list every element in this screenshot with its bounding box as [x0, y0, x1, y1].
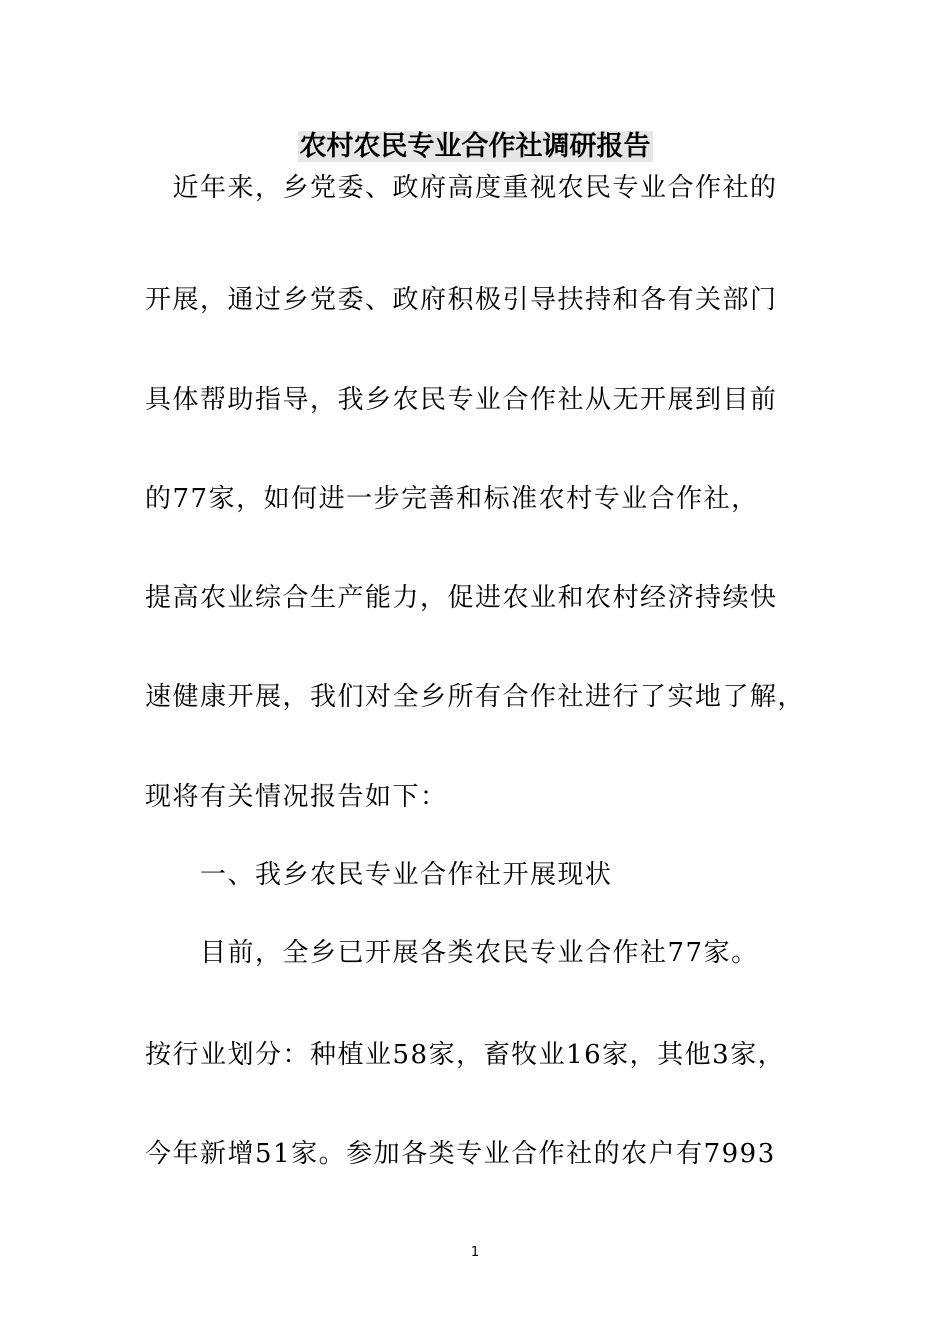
section-heading: 一、我乡农民专业合作社开展现状: [145, 860, 613, 890]
document-title-text: 农村农民专业合作社调研报告: [299, 131, 651, 162]
paragraph-line-1: 近年来，乡党委、政府高度重视农民专业合作社的: [145, 173, 778, 203]
paragraph-line-10: 按行业划分：种植业58家，畜牧业16家，其他3家，: [145, 1040, 786, 1070]
page-number: 1: [470, 1245, 480, 1260]
paragraph-line-5: 提高农业综合生产能力，促进农业和农村经济持续快: [145, 583, 778, 613]
paragraph-line-3: 具体帮助指导，我乡农民专业合作社从无开展到目前: [145, 385, 778, 415]
paragraph-line-7: 现将有关情况报告如下：: [145, 782, 448, 812]
paragraph-line-9: 目前，全乡已开展各类农民专业合作社77家。: [145, 938, 759, 968]
paragraph-line-4: 的77家，如何进一步完善和标准农村专业合作社，: [145, 484, 759, 514]
paragraph-line-2: 开展，通过乡党委、政府积极引导扶持和各有关部门: [145, 285, 778, 315]
paragraph-line-11: 今年新增51家。参加各类专业合作社的农户有7993: [145, 1139, 776, 1169]
document-title: [0, 127, 950, 167]
paragraph-line-6: 速健康开展，我们对全乡所有合作社进行了实地了解，: [145, 682, 806, 712]
